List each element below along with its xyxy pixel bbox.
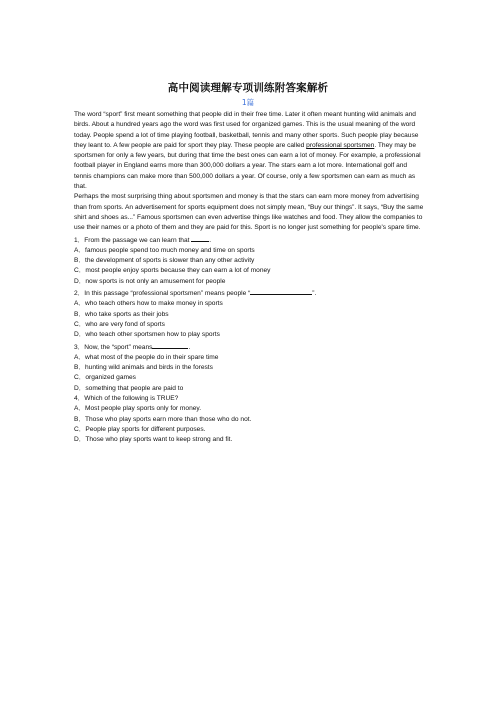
question-4-stem [74,394,426,404]
passage-paragraph-1-text-b: . They may be sportsmen for only a few years, but during that time the best ones can earn a lot of money. For example, a professional football player in England earns more than 300,000 dollars a year. The stars earn a lot more. International golf and tennis champions can make more than 500,000 dollars a year. Of course, only a few sportsmen can earn as much as that. [74,141,421,191]
underlined-term: professional sportsmen [306,141,375,149]
question-4-option-a: A．Most people play sports only for money. [74,405,202,413]
answer-blank [250,287,312,295]
question-2-stem [74,287,426,299]
question-3-option-b: B．hunting wild animals and birds in the forests [74,364,213,372]
question-3-text: 3．Now, the “sport” means [74,343,153,351]
question-3-option-c: C．organized games [74,374,136,382]
question-2-option-d: D．who teach other sportsmen how to play sports [74,331,220,339]
question-1-option-a: A．famous people spend too much money and time on sports [74,246,255,254]
page-subtitle: 1篇 [241,98,255,107]
passage-paragraph-1-text-a: The word “sport” first meant something that people did in their free time. Later it often meant hunting wild animals and birds. About a hundred years ago the word was first used for organized games. This is the usual meaning of the word today. People spend a lot of time playing football, basketball, tennis and many other sports. Such people play because they leant to. A few people are paid for sport they play. These people are called [74,111,419,149]
question-2-text: 2．In this passage “professional sportsmen” means people “ [74,290,251,298]
page-title: 高中阅读理解专项训练附答案解析 [167,82,329,94]
passage-paragraph-2: Perhaps the most surprising thing about sportsmen and money is that the stars can earn more money from advertising than from sports. An advertisement for sports equipment does not simply mean, “Buy our things”. It says, “Buy the same shirt and shoes as...” Famous sportsmen can even advertise things like watches and food. They allow the companies to use their names or a photo of them and they are paid for this. Sport is no longer just something for people's spare time. [74,193,424,232]
question-2-option-a: A．who teach others how to make money in sports [74,300,223,308]
question-1-stem [74,234,426,246]
answer-blank [191,234,212,244]
question-3-end: . [188,343,191,351]
question-3-option-a: A．what most of the people do in their spare time [74,353,219,361]
document-content [74,110,426,446]
question-4-option-b: B．Those who play sports earn more than those who do not. [74,415,252,423]
question-4-text: 4．Which of the following is TRUE? [74,395,179,403]
question-1-option-d: D．now sports is not only an amusement for people [74,277,226,285]
question-2-option-b: B．who take sports as their jobs [74,310,169,318]
passage-paragraph-1 [74,110,426,192]
question-3-stem [74,341,426,353]
question-4-option-c: C．People play sports for different purposes. [74,425,206,433]
question-1-option-b: B．the development of sports is slower than any other activity [74,257,255,265]
question-1-end: . [209,236,212,244]
question-2-option-c: C．who are very fond of sports [74,320,165,328]
question-1-option-c: C．most people enjoy sports because they can earn a lot of money [74,267,271,275]
question-3-option-d: D．something that people are paid to [74,384,184,392]
answer-blank [152,341,191,351]
question-2-end: ”. [312,290,317,298]
question-4-option-d: D．Those who play sports want to keep strong and fit. [74,436,233,444]
question-1-text: 1．From the passage we can learn that [74,236,192,244]
